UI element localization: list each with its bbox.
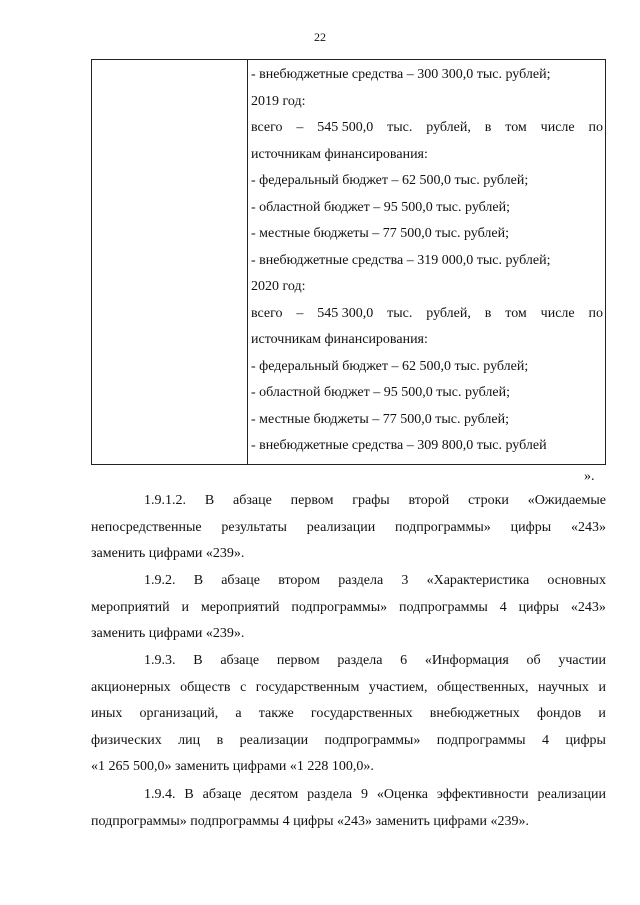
paragraph-line	[91, 679, 606, 697]
paragraph-line	[144, 572, 606, 590]
paragraph-word: 6	[400, 653, 408, 668]
paragraph-word: цифры	[510, 519, 552, 535]
paragraph-word: цифры	[565, 732, 606, 748]
table-line-word: тыс.	[387, 120, 413, 135]
paragraph-word: 9	[361, 787, 368, 802]
paragraph-word: подпрограммы»	[324, 732, 421, 748]
table-line: - внебюджетные средства – 319 000,0 тыс. рублей;	[251, 252, 551, 268]
paragraph-word: «243»	[570, 599, 606, 615]
paragraph-word: с	[240, 679, 247, 695]
paragraph-word: непосредственные	[91, 519, 202, 535]
paragraph-word: акционерных	[91, 679, 171, 695]
paragraph-word: втором	[278, 573, 320, 588]
paragraph-word: 1.9.2.	[144, 573, 176, 588]
amendment-paragraph	[91, 652, 606, 785]
financing-table	[91, 59, 606, 465]
paragraph-word: «Характеристика	[426, 573, 530, 588]
paragraph-word: абзаце	[202, 787, 242, 802]
paragraph-line	[91, 732, 606, 750]
paragraph-word: общественных,	[437, 679, 529, 695]
table-line: - федеральный бюджет – 62 500,0 тыс. рублей;	[251, 173, 529, 188]
paragraph-word: «Информация	[424, 653, 509, 668]
paragraph-word: государственным	[255, 679, 360, 695]
table-line: 2019 год:	[251, 93, 306, 109]
paragraph-word: раздела	[307, 787, 353, 802]
paragraph-word: подпрограммы»	[395, 519, 491, 535]
paragraph-line	[91, 519, 606, 537]
table-left-cell	[92, 60, 248, 464]
paragraph-word: первом	[290, 493, 334, 508]
paragraph-line	[144, 492, 606, 510]
table-line-word: тыс.	[387, 305, 413, 321]
paragraph-word: в	[216, 732, 224, 748]
table-line-word: рублей,	[426, 305, 471, 321]
table-line: источникам финансирования:	[251, 332, 428, 347]
closing-quote: ».	[584, 469, 595, 484]
paragraph-line: «1 265 500,0» заменить цифрами «1 228 100,0».	[91, 759, 374, 774]
table-line-word: 545 500,0	[317, 120, 374, 135]
paragraph-word: графы	[352, 493, 390, 508]
paragraph-word: «Оценка	[376, 787, 429, 802]
paragraph-word: также	[258, 706, 294, 721]
paragraph-word: десятом	[250, 787, 299, 802]
paragraph-word: организаций,	[139, 706, 219, 721]
table-line-word: числе	[540, 120, 575, 135]
paragraph-word: реализации	[306, 519, 376, 535]
table-line: - федеральный бюджет – 62 500,0 тыс. рублей;	[251, 358, 529, 374]
table-line: - областной бюджет – 95 500,0 тыс. рублей;	[251, 385, 510, 400]
paragraph-word: первом	[276, 653, 320, 668]
table-line	[251, 305, 603, 323]
table-line: 2020 год:	[251, 279, 306, 294]
table-line-word: в	[484, 305, 492, 321]
paragraph-word: В	[184, 787, 194, 802]
amendment-paragraph	[91, 786, 606, 839]
table-line-word: 545 300,0	[317, 305, 374, 321]
page-number: 22	[314, 30, 326, 44]
paragraph-word: «243»	[570, 519, 606, 535]
paragraph-word: реализации	[239, 732, 309, 748]
paragraph-word: результаты	[221, 519, 287, 535]
table-line-word: по	[588, 305, 603, 321]
table-line: - местные бюджеты – 77 500,0 тыс. рублей;	[251, 411, 509, 427]
paragraph-word: цифры	[518, 599, 560, 615]
paragraph-line	[144, 652, 606, 670]
paragraph-word: реализации	[537, 787, 606, 802]
paragraph-word: 4	[499, 599, 507, 615]
table-line: - местные бюджеты – 77 500,0 тыс. рублей;	[251, 226, 509, 241]
paragraph-line	[91, 599, 606, 617]
amendment-paragraph	[91, 572, 606, 652]
paragraph-word: мероприятий	[200, 599, 280, 615]
table-line: - внебюджетные средства – 309 800,0 тыс. рублей	[251, 438, 547, 453]
paragraph-word: раздела	[338, 573, 384, 588]
paragraph-word: второй	[408, 493, 450, 508]
table-line-word: по	[588, 120, 603, 135]
paragraph-word: 4	[542, 732, 550, 748]
paragraph-word: и	[181, 599, 189, 615]
paragraph-word: абзаце	[233, 493, 272, 508]
table-line-word: –	[296, 120, 304, 135]
paragraph-word: а	[235, 706, 242, 721]
paragraph-word: 1.9.3.	[144, 653, 176, 668]
paragraph-word: государственных	[310, 706, 413, 721]
paragraph-word: «Ожидаемые	[527, 493, 606, 508]
paragraph-word: подпрограммы	[436, 732, 526, 748]
paragraph-word: фондов	[536, 706, 582, 721]
table-line-word: всего	[251, 120, 283, 135]
table-line-word: в	[484, 120, 492, 135]
paragraph-word: В	[193, 573, 204, 588]
paragraph-word: мероприятий	[91, 599, 170, 615]
paragraph-word: и	[598, 679, 606, 695]
paragraph-word: В	[204, 493, 215, 508]
table-line: - внебюджетные средства – 300 300,0 тыс. рублей;	[251, 67, 551, 82]
paragraph-line: подпрограммы» подпрограммы 4 цифры «243» заменить цифрами «239».	[91, 813, 529, 829]
paragraph-word: 3	[401, 573, 409, 588]
paragraph-word: научных	[538, 679, 589, 695]
table-line-word: числе	[540, 305, 575, 321]
paragraph-word: абзаце	[220, 653, 260, 668]
paragraph-word: эффективности	[436, 787, 529, 802]
paragraph-word: В	[193, 653, 203, 668]
paragraph-word: участии	[558, 653, 606, 668]
paragraph-word: иных	[91, 706, 123, 721]
paragraph-line: заменить цифрами «239».	[91, 626, 245, 641]
paragraph-word: участием,	[368, 679, 428, 695]
paragraph-word: 1.9.1.2.	[144, 493, 186, 508]
paragraph-word: основных	[547, 573, 606, 588]
paragraph-word: 1.9.4.	[144, 787, 176, 802]
paragraph-word: раздела	[337, 653, 383, 668]
paragraph-word: абзаце	[221, 573, 261, 588]
table-line: - областной бюджет – 95 500,0 тыс. рублей;	[251, 199, 510, 215]
paragraph-word: строки	[468, 493, 509, 508]
table-line-word: том	[505, 305, 527, 321]
table-line: источникам финансирования:	[251, 146, 428, 162]
amendment-paragraph	[91, 492, 606, 572]
paragraph-word: внебюджетных	[429, 706, 520, 721]
paragraph-word: и	[598, 706, 606, 721]
table-line-word: рублей,	[426, 120, 471, 135]
table-line-word: том	[505, 120, 527, 135]
table-line	[251, 119, 603, 137]
table-right-cell	[248, 60, 605, 464]
paragraph-line: заменить цифрами «239».	[91, 546, 245, 561]
paragraph-word: подпрограммы»	[291, 599, 388, 615]
paragraph-word: об	[526, 653, 541, 668]
table-line-word: –	[296, 305, 304, 321]
paragraph-word: физических	[91, 732, 162, 748]
paragraph-line	[91, 705, 606, 723]
paragraph-line	[144, 786, 606, 804]
paragraph-word: подпрограммы	[399, 599, 488, 615]
table-line-word: всего	[251, 305, 283, 321]
paragraph-word: лиц	[178, 732, 201, 748]
paragraph-word: обществ	[180, 679, 231, 695]
